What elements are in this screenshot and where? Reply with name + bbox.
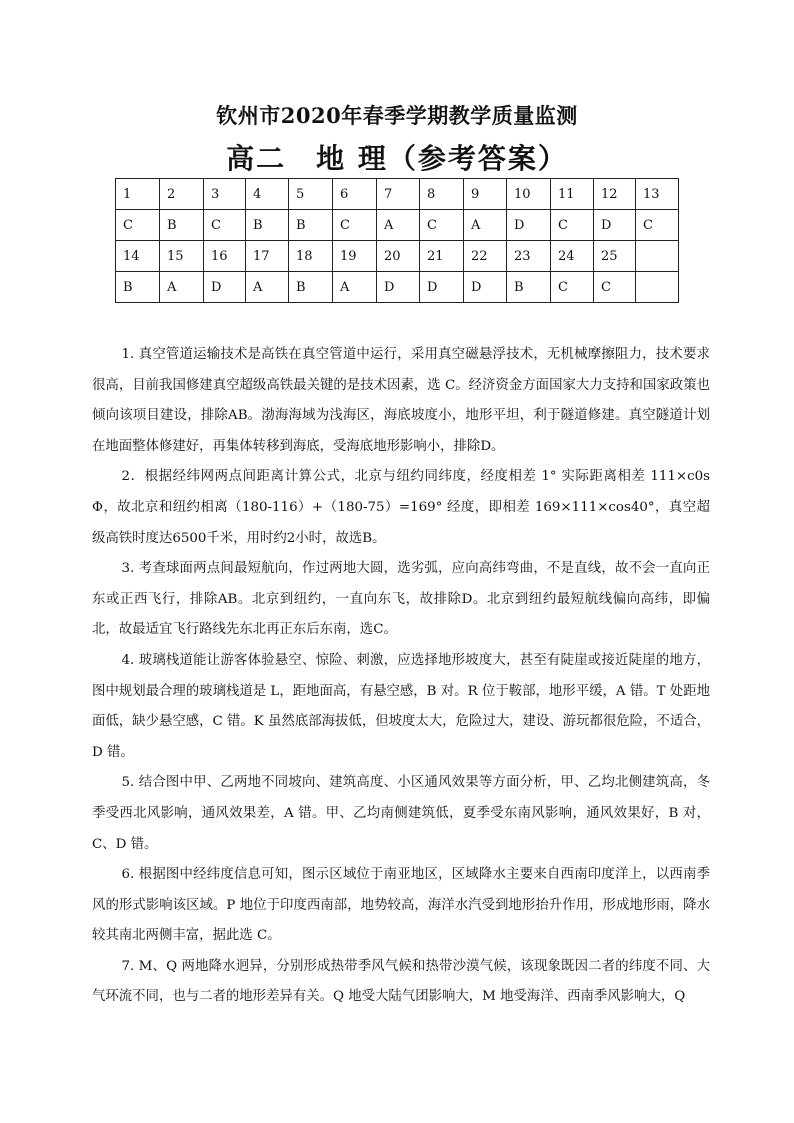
question-number-cell: 21 <box>420 241 464 272</box>
answer-cell: A <box>160 272 204 303</box>
question-number-cell: 7 <box>377 179 420 210</box>
question-number-cell: 17 <box>246 241 289 272</box>
explanation-paragraph: 2．根据经纬网两点间距离计算公式，北京与纽约同纬度，经度相差 1° 实际距离相差 111×c0sΦ，故北京和纽约相离（180-116）+（180-75）=169° 经度，即相差 169×111×cos40°，真空超级高铁时度达6500千米，用时约2小时，故选B。 <box>92 469 710 546</box>
question-number-cell: 15 <box>160 241 204 272</box>
explanation-paragraph: 6. 根据图中经纬度信息可知，图示区域位于南亚地区，区域降水主要来自西南印度洋上，以西南季风的形式影响该区域。P 地位于印度西南部，地势较高，海洋水汽受到地形抬升作用，形成地形雨，降水较其南北两侧丰富，据此选 C。 <box>92 867 710 944</box>
answer-cell: D <box>464 272 507 303</box>
explanation-paragraph: 5. 结合图中甲、乙两地不同坡向、建筑高度、小区通风效果等方面分析，甲、乙均北侧建筑高，冬季受西北风影响，通风效果差，A 错。甲、乙均南侧建筑低，夏季受东南风影响，通风效果好，B 对，C、D 错。 <box>92 775 710 852</box>
question-number-cell: 12 <box>594 179 636 210</box>
answer-row <box>116 210 679 241</box>
document-subtitle: 高二 地 理（参考答案） <box>226 142 568 175</box>
answer-cell: B <box>507 272 551 303</box>
question-number-cell: 23 <box>507 241 551 272</box>
answer-cell: C <box>116 210 160 241</box>
question-number-cell: 19 <box>333 241 377 272</box>
question-number-cell: 6 <box>333 179 377 210</box>
question-number-cell <box>636 241 679 272</box>
answer-cell: C <box>333 210 377 241</box>
answer-cell: B <box>246 210 289 241</box>
answer-table <box>115 178 679 303</box>
question-number-cell: 18 <box>289 241 333 272</box>
question-number-cell: 14 <box>116 241 160 272</box>
answer-cell: B <box>160 210 204 241</box>
answer-cell: C <box>551 210 594 241</box>
answer-cell: B <box>289 210 333 241</box>
answer-cell: D <box>507 210 551 241</box>
document-title: 钦州市2020年春季学期教学质量监测 <box>216 103 578 128</box>
answer-cell: B <box>289 272 333 303</box>
answer-cell: D <box>204 272 246 303</box>
question-number-cell: 1 <box>116 179 160 210</box>
answer-table-body <box>116 179 679 303</box>
answer-cell: C <box>636 210 679 241</box>
question-number-cell: 5 <box>289 179 333 210</box>
explanations <box>92 340 710 1013</box>
answer-cell: B <box>116 272 160 303</box>
question-number-row <box>116 241 679 272</box>
question-number-cell: 13 <box>636 179 679 210</box>
answer-cell: A <box>246 272 289 303</box>
question-number-cell: 22 <box>464 241 507 272</box>
answer-cell: C <box>551 272 594 303</box>
answer-row <box>116 272 679 303</box>
answer-cell: C <box>594 272 636 303</box>
question-number-cell: 8 <box>420 179 464 210</box>
question-number-cell: 3 <box>204 179 246 210</box>
answer-cell: D <box>594 210 636 241</box>
answer-cell: D <box>377 272 420 303</box>
answer-cell: A <box>333 272 377 303</box>
answer-cell: A <box>464 210 507 241</box>
explanation-paragraph: 3. 考查球面两点间最短航向，作过两地大圆，选劣弧，应向高纬弯曲，不是直线，故不会一直向正东或正西飞行，排除AB。北京到纽约，一直向东飞，故排除D。北京到纽约最短航线偏向高纬，即偏北，故最适宜飞行路线先东北再正东后东南，选C。 <box>92 561 710 638</box>
answer-cell: A <box>377 210 420 241</box>
question-number-cell: 9 <box>464 179 507 210</box>
question-number-cell: 24 <box>551 241 594 272</box>
answer-cell: C <box>204 210 246 241</box>
answer-cell: C <box>420 210 464 241</box>
question-number-cell: 11 <box>551 179 594 210</box>
answer-cell <box>636 272 679 303</box>
answer-cell: D <box>420 272 464 303</box>
explanation-paragraph: 7. M、Q 两地降水迥异，分别形成热带季风气候和热带沙漠气候，该现象既因二者的纬度不同、大气环流不同，也与二者的地形差异有关。Q 地受大陆气团影响大，M 地受海洋、西南季风影响大，Q <box>92 958 710 1005</box>
question-number-cell: 2 <box>160 179 204 210</box>
question-number-cell: 20 <box>377 241 420 272</box>
question-number-row <box>116 179 679 210</box>
explanation-paragraph: 1. 真空管道运输技术是高铁在真空管道中运行，采用真空磁悬浮技术，无机械摩擦阻力，技术要求很高，目前我国修建真空超级高铁最关键的是技术因素，选 C。经济资金方面国家大力支持和国家政策也倾向该项目建设，排除AB。渤海海域为浅海区，海底坡度小，地形平坦，利于隧道修建。真空隧道计划在地面整体修建好，再集体转移到海底，受海底地形影响小，排除D。 <box>92 347 710 454</box>
question-number-cell: 4 <box>246 179 289 210</box>
question-number-cell: 16 <box>204 241 246 272</box>
question-number-cell: 25 <box>594 241 636 272</box>
explanation-paragraph: 4. 玻璃栈道能让游客体验悬空、惊险、刺激，应选择地形坡度大，甚至有陡崖或接近陡崖的地方，图中规划最合理的玻璃栈道是 L，距地面高，有悬空感，B 对。R 位于鞍部，地形平缓，A 错。T 处距地面低，缺少悬空感，C 错。K 虽然底部海拔低，但坡度太大，危险过大，建设、游玩都很危险，不适合，D 错。 <box>92 652 710 760</box>
question-number-cell: 10 <box>507 179 551 210</box>
